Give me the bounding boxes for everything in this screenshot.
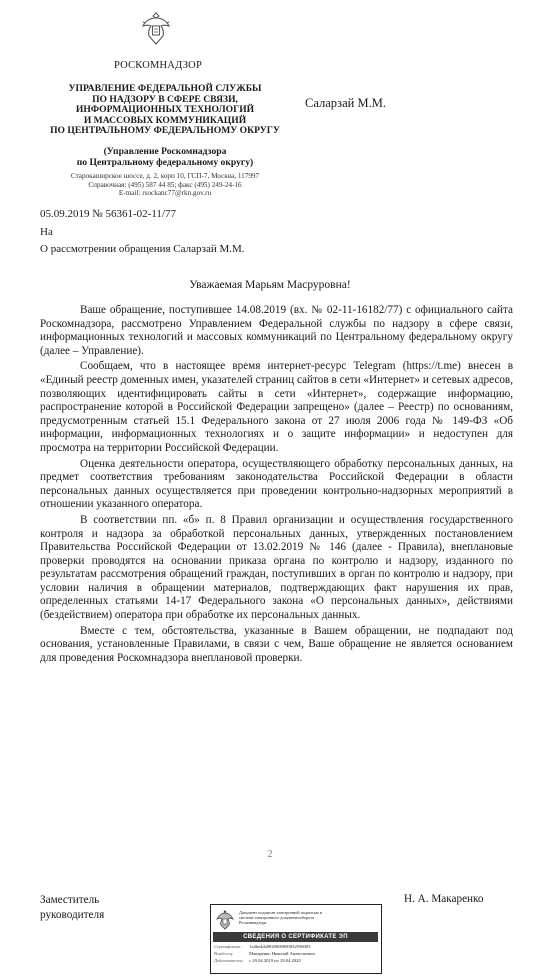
page-number: 2: [267, 849, 273, 860]
department-line: И МАССОВЫХ КОММУНИКАЦИЙ: [83, 114, 247, 126]
department-line: ПО НАДЗОРУ В СФЕРЕ СВЯЗИ,: [92, 93, 238, 105]
department-line: УПРАВЛЕНИЕ ФЕДЕРАЛЬНОЙ СЛУЖБЫ: [68, 83, 262, 94]
body-paragraph: В соответствии пп. «б» п. 8 Правил организации и осуществления государственного контроля и надзора за обработкой персональных данных, утвержденных постановлением Правительства Российской Федерации от 13.02.2019 № 146 (далее - Правила), внеплановые проверки проводятся на основании приказа органа по контролю и надзору, изданного по результатам рассмотрения обращений граждан, поступивших в орган по контролю и надзору, при условии наличия в обращении материалов, подтверждающих факт нарушения их прав, определенных статьями 14-17 Федерального закона «О персональных данных», действиями (бездействием) оператора при обработке их персональных данных.: [40, 513, 513, 622]
signatory-title-line: Заместитель: [40, 894, 100, 906]
letter-body: [40, 304, 513, 667]
esig-row-key: Действителен:: [214, 957, 245, 963]
contact-email: E-mail: rsockanc77@rkn.gov.ru: [118, 189, 212, 198]
body-paragraph: Вместе с тем, обстоятельства, указанные в Вашем обращении, не подпадают под основания, установленные Правилами, в связи с чем, Ваше обращение не является основанием для проведения Роскомнадзора внеплановой проверки.: [40, 624, 513, 664]
esig-row-key: Сертификат:: [214, 944, 242, 949]
contact-phone: Справочная: (495) 587 44 85; факс (495) 249-24-16: [88, 180, 242, 189]
esig-header: [239, 910, 377, 925]
department-short-line: по Центральному федеральному округу): [76, 156, 254, 168]
body-paragraph: Ваше обращение, поступившее 14.08.2019 (вх. № 02-11-16182/77) с официального сайта Роскомнадзора, рассмотрено Управлением Федеральной службы по надзору в сфере связи, информационных технологий и массовых коммуникаций по Центральному федеральному округу (далее – Управление).: [40, 304, 513, 357]
esig-banner: СВЕДЕНИЯ О СЕРТИФИКАТЕ ЭП: [213, 932, 378, 942]
esig-details: [214, 944, 378, 964]
department-name: [40, 84, 290, 137]
esig-row-value: с 29.04.2019 по 29.04.2020: [249, 957, 301, 963]
contact-info: [40, 172, 290, 198]
department-line: ИНФОРМАЦИОННЫХ ТЕХНОЛОГИЙ: [75, 104, 255, 116]
esig-row-value: 1a4be4da9820000000032936003: [249, 944, 311, 949]
electronic-signature-stamp: [210, 904, 382, 974]
department-line: ПО ЦЕНТРАЛЬНОМУ ФЕДЕРАЛЬНОМУ ОКРУГУ: [50, 125, 280, 137]
esig-header-line: системе электронного документооборота: [239, 915, 315, 920]
signatory-title-line: руководителя: [40, 909, 105, 921]
esig-certificate-row: [214, 944, 378, 951]
esig-header-line: Документ подписан электронной подписью в: [239, 910, 322, 915]
esig-row-key: Владелец:: [214, 950, 234, 956]
esig-owner-row: [214, 951, 378, 958]
agency-name: РОСКОМНАДЗОР: [113, 60, 202, 71]
body-paragraph: Оценка деятельности оператора, осуществляющего обработку персональных данных, на предмет соответствия требованиям законодательства Российской Федерации в области персональных данных осуществляется при проведении контрольно-надзорных мероприятий в отношении указанного оператора.: [40, 457, 513, 511]
esig-validity-row: [214, 958, 378, 965]
russian-coat-of-arms-icon: [140, 10, 172, 48]
esig-header-line: Роскомнадзора: [239, 920, 267, 925]
recipient-name: Саларзай М.М.: [305, 96, 386, 110]
document-date-number: 05.09.2019 № 56361-02-11/77: [40, 208, 176, 220]
reference-on-label: На: [40, 226, 53, 238]
esig-row-value: Макаренко Николай Анатольевич: [249, 950, 315, 956]
body-paragraph: Сообщаем, что в настоящее время интернет-ресурс Telegram (https://t.me) внесен в «Единый реестр доменных имен, указателей страниц сайтов в сети «Интернет» и сетевых адресов, позволяющих идентифицировать сайты в сети «Интернет», содержащие информацию, распространение которой в Российской Федерации запрещено» (далее – Реестр) по основаниям, предусмотренным статьей 15.1 Федерального закона от 27 июля 2006 года № 149-ФЗ «Об информации, информационных технологиях и о защите информации» и недоступен для просмотра на территории Российской Федерации.: [40, 360, 513, 454]
russian-coat-of-arms-icon: [215, 909, 235, 931]
document-subject: О рассмотрении обращения Саларзай М.М.: [40, 243, 245, 255]
greeting: Уважаемая Марьям Масруровна!: [189, 279, 351, 291]
contact-address: Старокаширское шоссе, д. 2, корп 10, ГСП-7, Москва, 117997: [70, 172, 260, 180]
department-short-line: (Управление Роскомнадзора: [103, 146, 227, 157]
signatory-title: [40, 893, 104, 923]
department-short-name: [40, 147, 290, 168]
signatory-name: Н. А. Макаренко: [404, 893, 484, 905]
